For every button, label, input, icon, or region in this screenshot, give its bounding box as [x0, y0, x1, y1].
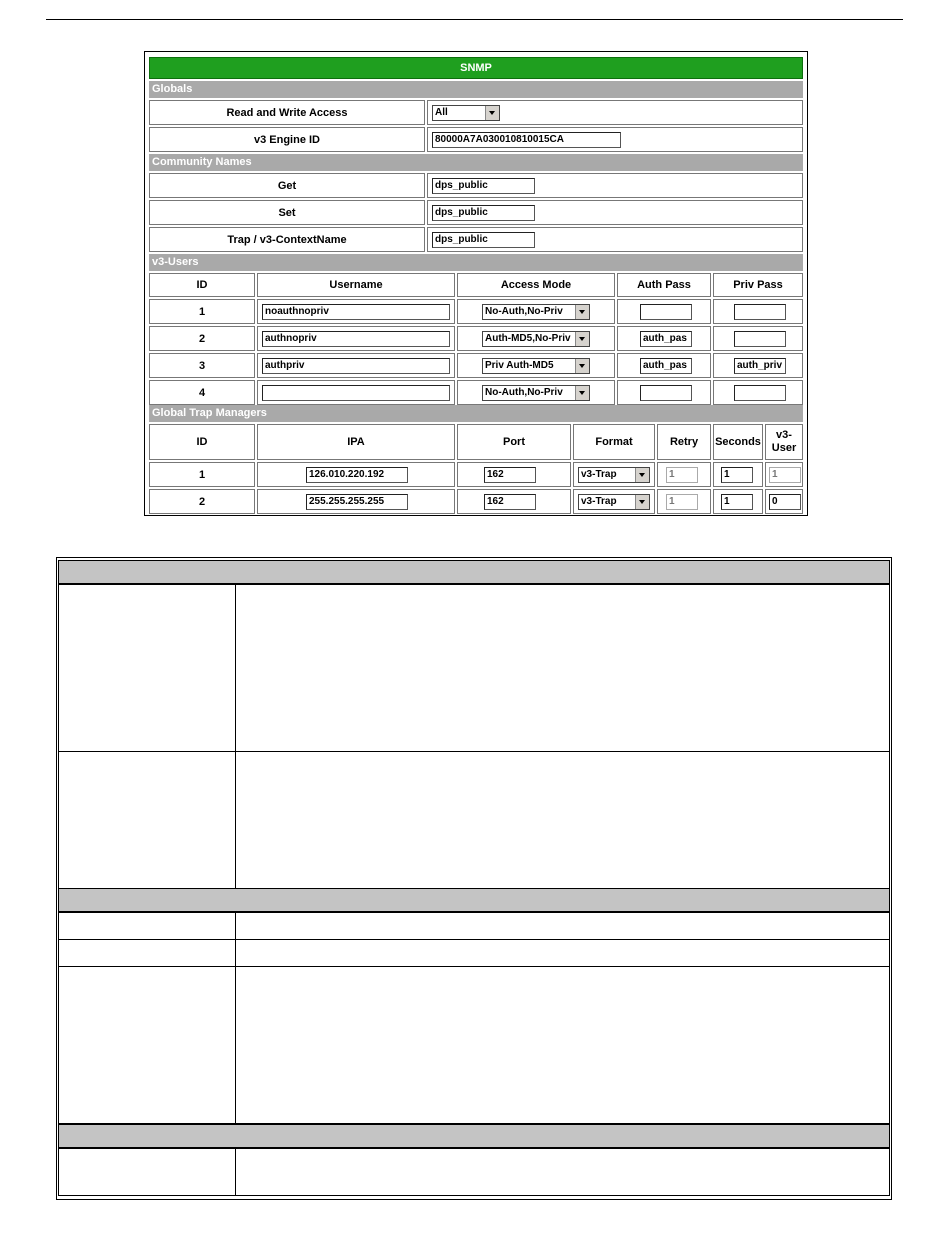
users-header-username: Username: [257, 273, 455, 297]
trap-seconds-cell: [713, 489, 763, 514]
traps-header-format: Format: [573, 424, 655, 460]
retry-input[interactable]: 1: [666, 494, 698, 510]
chevron-down-icon: [635, 468, 649, 482]
user-id: 2: [149, 326, 255, 351]
access-mode-select[interactable]: [482, 358, 590, 374]
get-cell: [427, 173, 803, 198]
auth-pass-input[interactable]: [640, 385, 692, 401]
rw-access-value: All: [435, 107, 448, 118]
user-id: 1: [149, 299, 255, 324]
trap-seconds-cell: [713, 462, 763, 487]
traps-header-seconds: Seconds: [713, 424, 763, 460]
auth-pass-input[interactable]: auth_pas: [640, 331, 692, 347]
trap-format-cell: [573, 462, 655, 487]
priv-pass-input[interactable]: [734, 385, 786, 401]
trap-context-input[interactable]: dps_public: [432, 232, 535, 248]
access-mode-select[interactable]: [482, 385, 590, 401]
username-input[interactable]: [262, 385, 450, 401]
priv-pass-input[interactable]: auth_priv: [734, 358, 786, 374]
get-community-input[interactable]: dps_public: [432, 178, 535, 194]
priv-pass-input[interactable]: [734, 331, 786, 347]
trap-context-label: Trap / v3-ContextName: [149, 227, 425, 252]
users-header-access-mode: Access Mode: [457, 273, 615, 297]
section-global-trap-managers: Global Trap Managers: [149, 405, 803, 422]
format-select[interactable]: [578, 494, 650, 510]
engine-id-input[interactable]: 80000A7A030010810015CA: [432, 132, 621, 148]
desc-section-header: [58, 888, 890, 912]
chevron-down-icon: [635, 495, 649, 509]
port-input[interactable]: 162: [484, 494, 536, 510]
user-username-cell: [257, 299, 455, 324]
traps-header-v3-user: v3- User: [765, 424, 803, 460]
trap-id: 1: [149, 462, 255, 487]
description-table: [56, 557, 892, 1200]
chevron-down-icon: [485, 106, 499, 120]
user-priv-pass-cell: [713, 380, 803, 405]
user-priv-pass-cell: [713, 326, 803, 351]
engine-id-label: v3 Engine ID: [149, 127, 425, 152]
user-priv-pass-cell: [713, 353, 803, 378]
desc-section-header: [58, 560, 890, 584]
trap-retry-cell: [657, 462, 711, 487]
desc-row: [58, 584, 890, 752]
snmp-panel: [144, 51, 808, 516]
desc-row: [58, 1148, 890, 1196]
username-input[interactable]: authpriv: [262, 358, 450, 374]
page-top-rule: [46, 19, 903, 20]
access-mode-select-value: No-Auth,No-Priv: [485, 387, 563, 398]
desc-row-label-cell: [59, 967, 236, 1123]
seconds-input[interactable]: 1: [721, 494, 753, 510]
trap-retry-cell: [657, 489, 711, 514]
retry-input[interactable]: 1: [666, 467, 698, 483]
trap-id: 2: [149, 489, 255, 514]
desc-row: [58, 751, 890, 889]
access-mode-select[interactable]: [482, 304, 590, 320]
desc-section-header: [58, 1124, 890, 1148]
priv-pass-input[interactable]: [734, 304, 786, 320]
user-auth-pass-cell: [617, 326, 711, 351]
format-select[interactable]: [578, 467, 650, 483]
traps-header-port: Port: [457, 424, 571, 460]
traps-header-ipa: IPA: [257, 424, 455, 460]
user-access-mode-cell: [457, 326, 615, 351]
desc-row-label-cell: [59, 913, 236, 939]
auth-pass-input[interactable]: [640, 304, 692, 320]
ipa-input[interactable]: 126.010.220.192: [306, 467, 408, 483]
trap-context-cell: [427, 227, 803, 252]
user-auth-pass-cell: [617, 353, 711, 378]
user-access-mode-cell: [457, 380, 615, 405]
set-label: Set: [149, 200, 425, 225]
user-id: 3: [149, 353, 255, 378]
desc-row-label-cell: [59, 1149, 236, 1195]
user-access-mode-cell: [457, 299, 615, 324]
users-header-auth-pass: Auth Pass: [617, 273, 711, 297]
rw-access-select[interactable]: [432, 105, 500, 121]
user-auth-pass-cell: [617, 299, 711, 324]
rw-access-cell: [427, 100, 803, 125]
set-cell: [427, 200, 803, 225]
trap-format-cell: [573, 489, 655, 514]
user-username-cell: [257, 380, 455, 405]
trap-port-cell: [457, 462, 571, 487]
user-auth-pass-cell: [617, 380, 711, 405]
section-v3-users: v3-Users: [149, 254, 803, 271]
desc-row-label-cell: [59, 940, 236, 966]
user-username-cell: [257, 326, 455, 351]
trap-v3-user-cell: [765, 489, 803, 514]
snmp-title: SNMP: [149, 57, 803, 79]
chevron-down-icon: [575, 359, 589, 373]
v3-user-input[interactable]: 0: [769, 494, 801, 510]
access-mode-select-value: Priv Auth-MD5: [485, 360, 554, 371]
access-mode-select-value: Auth-MD5,No-Priv: [485, 333, 571, 344]
users-header-id: ID: [149, 273, 255, 297]
desc-row: [58, 912, 890, 940]
user-access-mode-cell: [457, 353, 615, 378]
chevron-down-icon: [575, 332, 589, 346]
traps-header-retry: Retry: [657, 424, 711, 460]
user-id: 4: [149, 380, 255, 405]
desc-row: [58, 939, 890, 967]
username-input[interactable]: noauthnopriv: [262, 304, 450, 320]
section-globals: Globals: [149, 81, 803, 98]
traps-header-id: ID: [149, 424, 255, 460]
engine-id-cell: [427, 127, 803, 152]
rw-access-label: Read and Write Access: [149, 100, 425, 125]
access-mode-select[interactable]: [482, 331, 590, 347]
access-mode-select-value: No-Auth,No-Priv: [485, 306, 563, 317]
trap-port-cell: [457, 489, 571, 514]
seconds-input[interactable]: 1: [721, 467, 753, 483]
username-input[interactable]: authnopriv: [262, 331, 450, 347]
section-community-names: Community Names: [149, 154, 803, 171]
user-username-cell: [257, 353, 455, 378]
user-priv-pass-cell: [713, 299, 803, 324]
chevron-down-icon: [575, 305, 589, 319]
desc-row: [58, 966, 890, 1124]
trap-ipa-cell: [257, 489, 455, 514]
trap-ipa-cell: [257, 462, 455, 487]
desc-row-label-cell: [59, 585, 236, 751]
get-label: Get: [149, 173, 425, 198]
set-community-input[interactable]: dps_public: [432, 205, 535, 221]
port-input[interactable]: 162: [484, 467, 536, 483]
format-select-value: v3-Trap: [581, 496, 617, 507]
chevron-down-icon: [575, 386, 589, 400]
format-select-value: v3-Trap: [581, 469, 617, 480]
desc-row-label-cell: [59, 752, 236, 888]
users-header-priv-pass: Priv Pass: [713, 273, 803, 297]
auth-pass-input[interactable]: auth_pas: [640, 358, 692, 374]
ipa-input[interactable]: 255.255.255.255: [306, 494, 408, 510]
v3-user-input[interactable]: 1: [769, 467, 801, 483]
trap-v3-user-cell: [765, 462, 803, 487]
